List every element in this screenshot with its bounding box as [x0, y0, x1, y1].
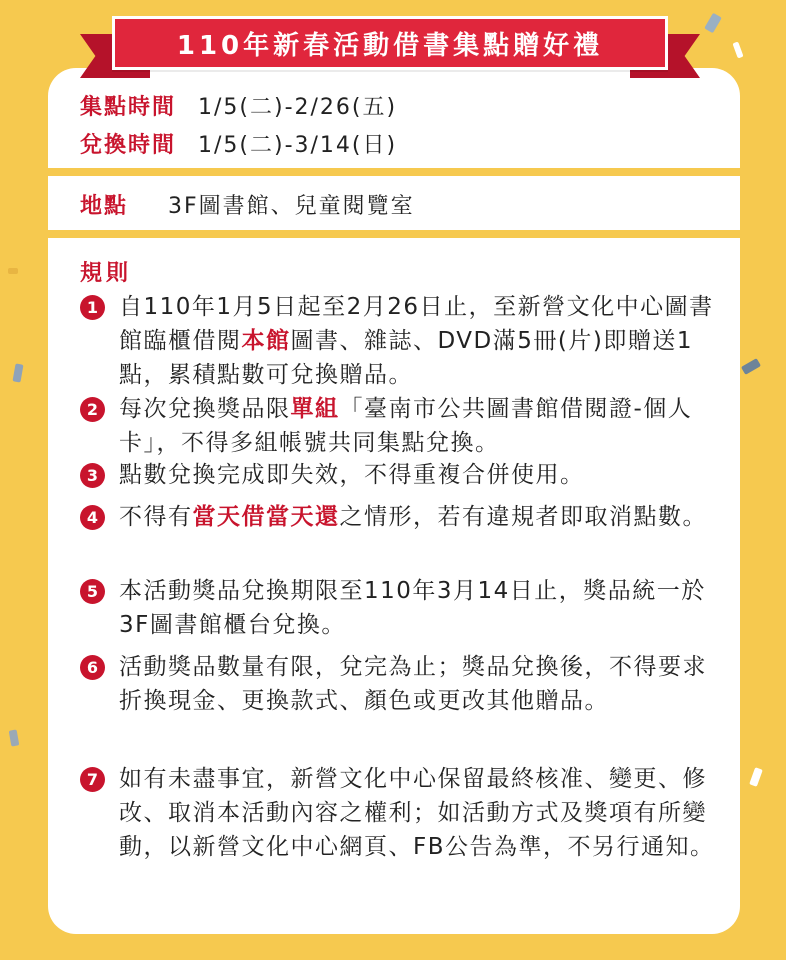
title-ribbon [80, 10, 700, 80]
rule-highlight: 單組 [290, 396, 340, 422]
confetti-piece [8, 268, 18, 274]
collect-time-row [80, 90, 397, 121]
rule-highlight: 本館 [241, 328, 291, 354]
exchange-time-value: 1/5(二)-3/14(日) [198, 133, 398, 158]
exchange-time-row [80, 128, 397, 159]
location-label: 地點 [80, 194, 129, 219]
rule-text: 活動獎品數量有限，兌完為止；獎品兌換後，不得要求折換現金、更換款式、顏色或更改其他贈品。 [119, 654, 707, 714]
rule-item [80, 650, 720, 718]
rule-number: 6 [80, 655, 105, 680]
section-divider [48, 168, 740, 176]
page-title: 110年新春活動借書集點贈好禮 [176, 30, 604, 61]
rule-text: 點數兌換完成即失效，不得重複合併使用。 [119, 462, 585, 488]
location-value: 3F圖書館、兒童閱覽室 [168, 194, 415, 219]
confetti-piece [9, 729, 20, 746]
rule-text: 不得有當天借當天還之情形，若有違規者即取消點數。 [119, 504, 707, 530]
rule-number: 3 [80, 463, 105, 488]
confetti-piece [741, 358, 761, 375]
confetti-piece [12, 363, 23, 382]
confetti-piece [704, 13, 722, 34]
rule-item [80, 458, 720, 492]
rule-item [80, 290, 720, 392]
rule-item [80, 574, 720, 642]
collect-time-label: 集點時間 [80, 95, 177, 120]
rule-text: 如有未盡事宜，新營文化中心保留最終核准、變更、修改、取消本活動內容之權利；如活動方式及獎項有所變動，以新營文化中心網頁、FB公告為準，不另行通知。 [119, 766, 715, 860]
confetti-piece [749, 767, 763, 787]
rule-number: 4 [80, 505, 105, 530]
rule-item [80, 392, 720, 460]
rule-number: 2 [80, 397, 105, 422]
ribbon-banner [112, 16, 668, 70]
rule-number: 5 [80, 579, 105, 604]
rule-text: 自110年1月5日起至2月26日止，至新營文化中心圖書館臨櫃借閱本館圖書、雜誌、DVD滿5冊(片)即贈送1點，累積點數可兌換贈品。 [119, 294, 714, 388]
exchange-time-label: 兌換時間 [80, 133, 177, 158]
rule-text: 每次兌換獎品限單組「臺南市公共圖書館借閱證-個人卡」，不得多組帳號共同集點兌換。 [119, 396, 693, 456]
rule-item [80, 500, 720, 534]
rule-number: 1 [80, 295, 105, 320]
rule-number: 7 [80, 767, 105, 792]
section-divider [48, 230, 740, 238]
location-row [80, 189, 415, 220]
rule-item [80, 762, 720, 864]
collect-time-value: 1/5(二)-2/26(五) [198, 95, 398, 120]
rules-heading: 規則 [80, 261, 133, 286]
rule-text: 本活動獎品兌換期限至110年3月14日止，獎品統一於3F圖書館櫃台兌換。 [119, 578, 706, 638]
rule-highlight: 當天借當天還 [192, 504, 340, 530]
confetti-piece [732, 41, 743, 58]
